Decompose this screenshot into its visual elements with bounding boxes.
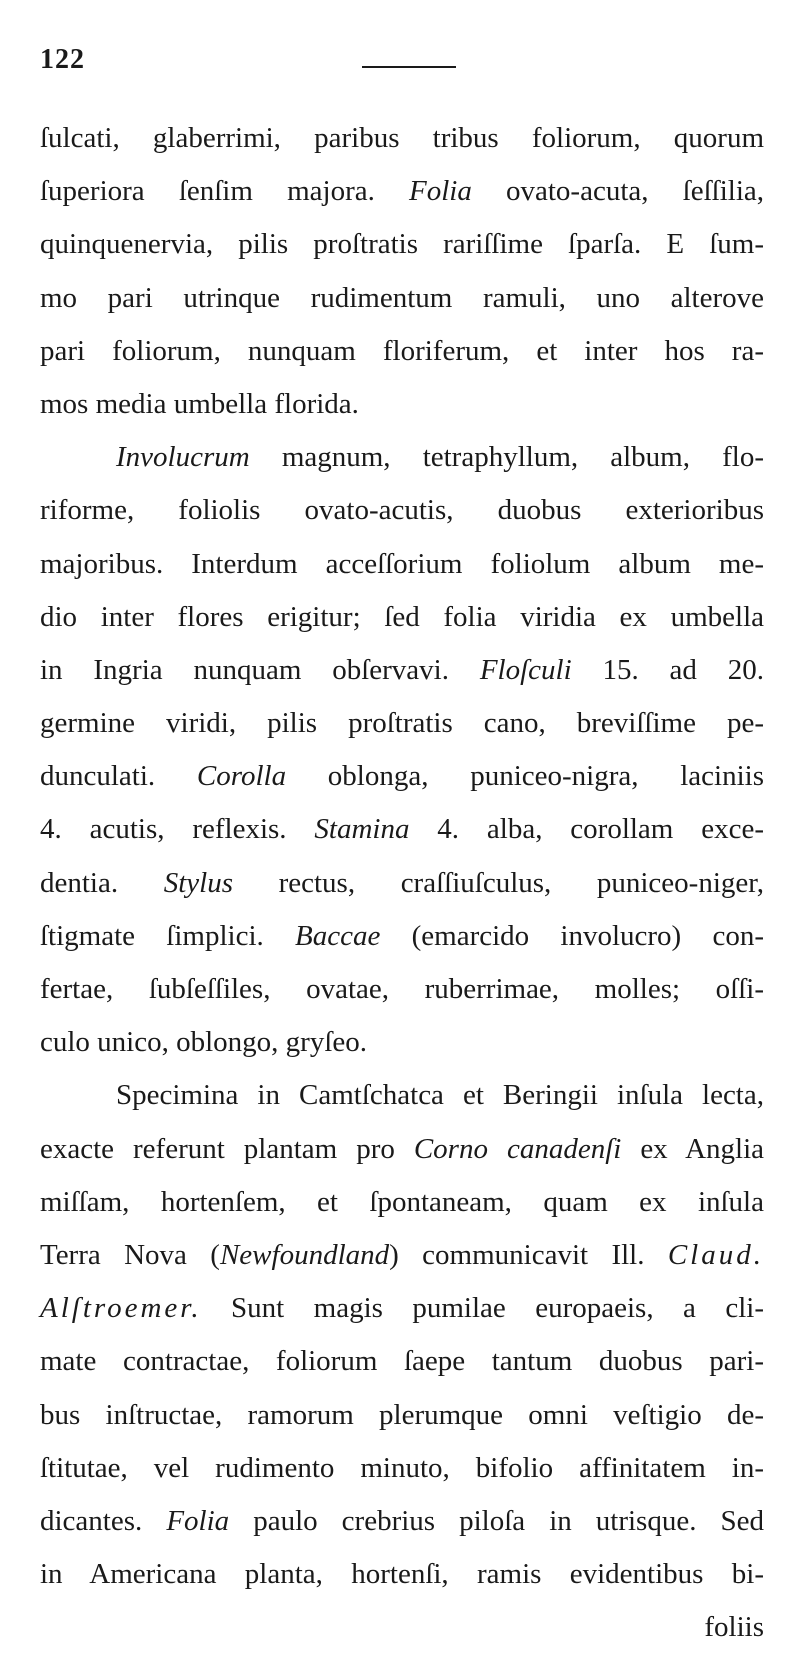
text-line bbox=[40, 1282, 764, 1335]
text-line bbox=[40, 803, 764, 856]
text-line bbox=[40, 431, 764, 484]
text-line bbox=[40, 272, 764, 325]
text-run: ) communicavit Ill. bbox=[389, 1238, 668, 1271]
text-run: (emarcido involucro) con- bbox=[380, 919, 765, 952]
text-line bbox=[40, 484, 764, 537]
text-run: dunculati. bbox=[40, 760, 197, 793]
text-run: fertae, ſubſeſſiles, ovatae, ruberrimae, molles; oſſi- bbox=[40, 973, 764, 1005]
text-run: magnum, tetraphyllum, album, flo- bbox=[249, 441, 764, 474]
text-run: culo unico, oblongo, gryſeo. bbox=[40, 1026, 368, 1059]
italic-term: Folia bbox=[409, 175, 472, 208]
italic-term: Involucrum bbox=[116, 441, 250, 474]
text-run: ex Anglia bbox=[621, 1132, 765, 1165]
text-run: in Americana planta, hortenſi, ramis evidentibus bi- bbox=[40, 1558, 764, 1591]
italic-term: Corolla bbox=[196, 760, 287, 793]
italic-term: Alſtroemer. bbox=[40, 1292, 202, 1325]
text-line bbox=[40, 697, 764, 750]
italic-term: Floſculi bbox=[479, 653, 572, 686]
text-line bbox=[40, 1016, 764, 1069]
text-run: foliis bbox=[704, 1611, 764, 1644]
text-run: exacte referunt plantam pro bbox=[40, 1132, 414, 1165]
text-run: dentia. bbox=[40, 866, 164, 899]
text-run: quinquenervia, pilis proſtratis rariſſime ſparſa. E ſum- bbox=[40, 228, 764, 261]
text-run: 15. ad 20. bbox=[571, 653, 764, 686]
text-line bbox=[40, 1601, 764, 1654]
text-run: mo pari utrinque rudimentum ramuli, uno alterove bbox=[40, 281, 764, 314]
text-line bbox=[40, 1229, 764, 1282]
text-run: ſtitutae, vel rudimento minuto, bifolio affinitatem in- bbox=[40, 1451, 764, 1484]
text-line bbox=[40, 857, 764, 910]
text-line bbox=[40, 1069, 764, 1122]
text-run: miſſam, hortenſem, et ſpontaneam, quam ex inſula bbox=[40, 1185, 764, 1218]
page-number: 122 bbox=[40, 44, 85, 75]
text-run: dicantes. bbox=[40, 1504, 167, 1537]
text-run: bus inſtructae, ramorum plerumque omni veſtigio de- bbox=[40, 1398, 764, 1431]
text-line bbox=[40, 165, 764, 218]
text-run: ovato-acuta, ſeſſilia, bbox=[471, 175, 764, 208]
text-run: majoribus. Interdum acceſſorium foliolum album me- bbox=[40, 547, 764, 580]
text-line bbox=[40, 910, 764, 963]
text-run: ſtigmate ſimplici. bbox=[40, 919, 296, 952]
text-line bbox=[40, 591, 764, 644]
italic-term: Corno canadenſi bbox=[413, 1132, 622, 1165]
text-run: oblonga, puniceo-nigra, laciniis bbox=[286, 760, 764, 793]
text-run: ſulcati, glaberrimi, paribus tribus foliorum, quorum bbox=[40, 122, 764, 154]
text-line bbox=[40, 325, 764, 378]
text-line bbox=[40, 1335, 764, 1388]
text-run: in Ingria nunquam obſervavi. bbox=[40, 653, 480, 686]
text-line bbox=[40, 644, 764, 697]
text-line bbox=[40, 1176, 764, 1229]
text-run: mos media umbella florida. bbox=[40, 387, 359, 420]
text-line bbox=[40, 1123, 764, 1176]
text-run: germine viridi, pilis proſtratis cano, breviſſime pe- bbox=[40, 707, 764, 740]
italic-term: Stamina bbox=[314, 813, 410, 846]
text-run: mate contractae, foliorum ſaepe tantum duobus pari- bbox=[40, 1345, 764, 1378]
text-line bbox=[40, 1495, 764, 1548]
text-run: 4. alba, corollam exce- bbox=[409, 813, 764, 846]
text-run: Sunt magis pumilae europaeis, a cli- bbox=[201, 1292, 764, 1325]
text-run: dio inter flores erigitur; ſed folia viridia ex umbella bbox=[40, 600, 764, 633]
text-line bbox=[40, 750, 764, 803]
text-run: rectus, craſſiuſculus, puniceo-niger, bbox=[233, 866, 765, 899]
text-line bbox=[40, 1442, 764, 1495]
text-run: pari foliorum, nunquam floriferum, et inter hos ra- bbox=[40, 334, 764, 367]
italic-term: Baccae bbox=[295, 919, 381, 952]
text-line bbox=[40, 963, 764, 1016]
text-run: riforme, foliolis ovato-acutis, duobus exterioribus bbox=[40, 494, 764, 527]
text-line bbox=[40, 538, 764, 591]
italic-term: Newfoundland bbox=[219, 1238, 390, 1271]
text-run: Specimina in Camtſchatca et Beringii inſula lecta, bbox=[116, 1079, 764, 1112]
text-line bbox=[40, 218, 764, 271]
italic-term: Stylus bbox=[163, 866, 233, 899]
text-line bbox=[40, 1389, 764, 1442]
body-text bbox=[40, 112, 764, 1654]
text-line bbox=[40, 112, 764, 165]
text-line bbox=[40, 1548, 764, 1601]
text-line bbox=[40, 378, 764, 431]
italic-term: Folia bbox=[166, 1504, 230, 1537]
text-run: 4. acutis, reflexis. bbox=[40, 813, 315, 846]
header-rule bbox=[362, 66, 456, 68]
text-run: Terra Nova ( bbox=[40, 1238, 220, 1271]
text-run: ſuperiora ſenſim majora. bbox=[40, 175, 409, 208]
text-run: paulo crebrius piloſa in utrisque. Sed bbox=[229, 1504, 765, 1537]
italic-term: Claud. bbox=[667, 1238, 764, 1271]
